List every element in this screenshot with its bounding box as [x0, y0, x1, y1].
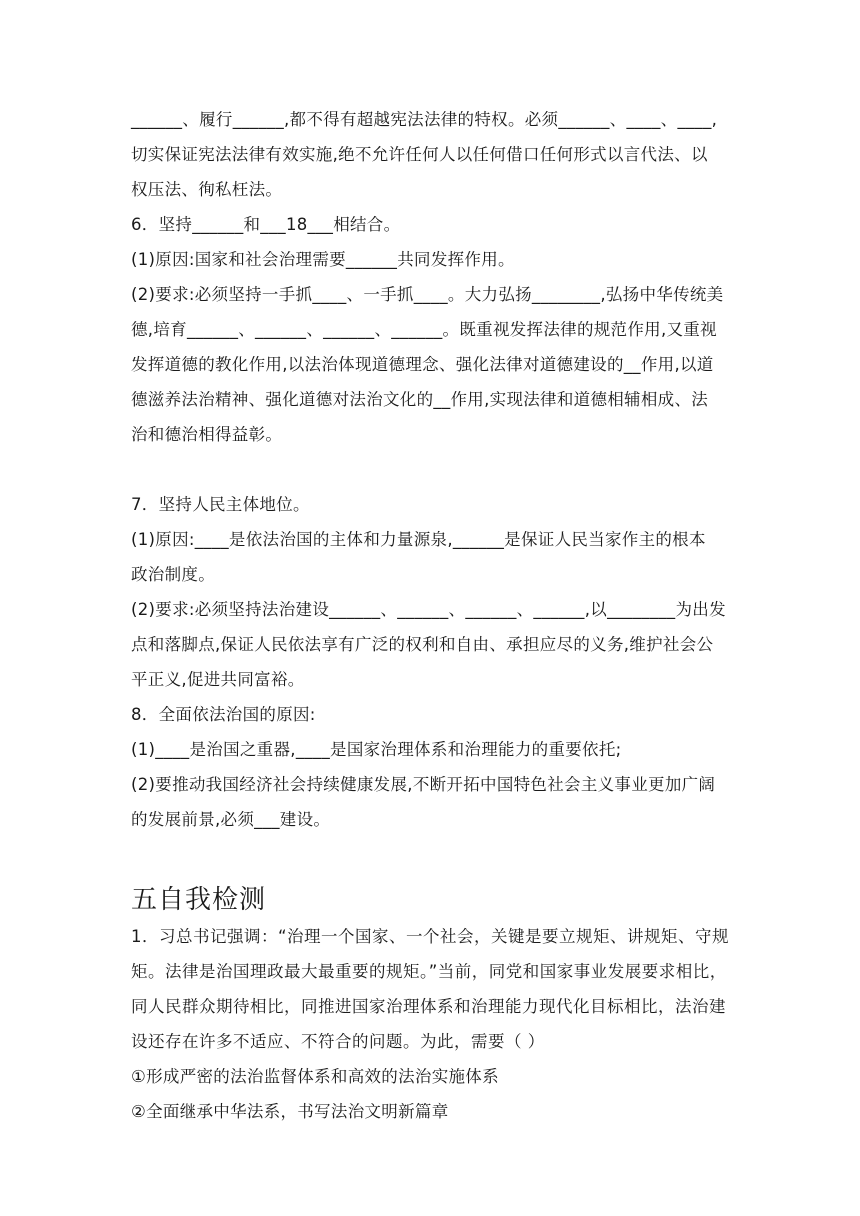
- text-line: 平正义,促进共同富裕。: [131, 670, 305, 689]
- text-line: 的发展前景,必须___建设。: [131, 810, 331, 829]
- text-line: 政治制度。: [131, 565, 215, 584]
- text-line: 点和落脚点,保证人民依法享有广泛的权利和自由、承担应尽的义务,维护社会公: [131, 635, 714, 654]
- question-line: 矩。法律是治国理政最大最重要的规矩。”当前，同党和国家事业发展要求相比，: [131, 962, 727, 981]
- question-line: 1．习总书记强调：“治理一个国家、一个社会，关键是要立规矩、讲规矩、守规: [131, 927, 730, 946]
- text-line: 发挥道德的教化作用,以法治体现道德理念、强化法律对道德建设的__作用,以道: [131, 355, 714, 374]
- section-title: 五自我检测: [131, 885, 267, 915]
- text-line: (2)要求:必须坚持法治建设______、______、______、______,以________为出发: [131, 600, 726, 619]
- question-line: 同人民群众期待相比，同推进国家治理体系和治理能力现代化目标相比，法治建: [131, 997, 726, 1016]
- paragraph-gap: [131, 452, 731, 487]
- text-line: (1)____是治国之重器,____是国家治理体系和治理能力的重要依托;: [131, 740, 622, 759]
- option-line: ①形成严密的法治监督体系和高效的法治实施体系: [131, 1067, 499, 1086]
- text-line: (1)原因:____是依法治国的主体和力量源泉,______是保证人民当家作主的根本: [131, 530, 706, 549]
- text-line: 德滋养法治精神、强化道德对法治文化的__作用,实现法律和道德相辅相成、法: [131, 390, 709, 409]
- text-line: 治和德治相得益彰。: [131, 425, 283, 444]
- text-line: 德,培育______、______、______、______。既重视发挥法律的规范作用,又重视: [131, 320, 717, 339]
- item-6-heading: 6．坚持______和___18___相结合。: [131, 215, 401, 234]
- text-line: ______、履行______,都不得有超越宪法法律的特权。必须______、____、____,: [131, 110, 718, 129]
- document-body: [131, 102, 731, 1129]
- text-line: 权压法、徇私枉法。: [131, 180, 283, 199]
- question-line: 设还存在许多不适应、不符合的问题。为此，需要（ ）: [131, 1032, 545, 1051]
- item-8-heading: 8．全面依法治国的原因:: [131, 705, 316, 724]
- text-line: (2)要求:必须坚持一手抓____、一手抓____。大力弘扬________,弘扬中华传统美: [131, 285, 724, 304]
- option-line: ②全面继承中华法系，书写法治文明新篇章: [131, 1102, 449, 1121]
- item-7-heading: 7．坚持人民主体地位。: [131, 495, 310, 514]
- section-gap: [131, 837, 731, 877]
- text-line: (1)原因:国家和社会治理需要______共同发挥作用。: [131, 250, 515, 269]
- text-line: 切实保证宪法法律有效实施,绝不允许任何人以任何借口任何形式以言代法、以: [131, 145, 708, 164]
- text-line: (2)要推动我国经济社会持续健康发展,不断开拓中国特色社会主义事业更加广阔: [131, 775, 716, 794]
